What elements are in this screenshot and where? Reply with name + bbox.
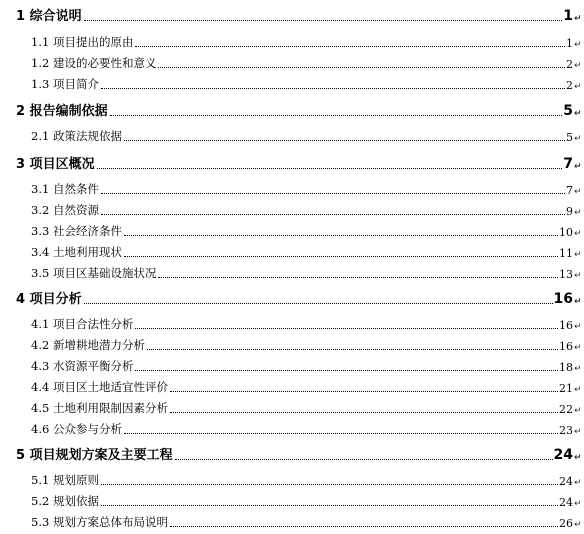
paragraph-mark-icon: ↵: [574, 343, 582, 353]
paragraph-mark-icon: ↵: [574, 208, 582, 218]
toc-entry-3[interactable]: [0, 154, 584, 172]
dot-leader: [124, 256, 558, 257]
dot-leader: [170, 391, 558, 392]
toc-page-number: 24: [559, 496, 573, 509]
paragraph-mark-icon: ↵: [574, 61, 582, 71]
toc-entry-label: 4.4 项目区土地适宜性评价: [31, 380, 168, 394]
toc-page-number: 11: [559, 247, 573, 260]
paragraph-mark-icon: ↵: [574, 322, 582, 332]
toc-entry-label: 4.3 水资源平衡分析: [31, 359, 134, 373]
dot-leader: [101, 505, 558, 506]
dot-leader: [124, 235, 558, 236]
toc-page-number: 7: [566, 184, 573, 197]
dot-leader: [101, 214, 565, 215]
paragraph-mark-icon: ↵: [574, 385, 582, 395]
toc-entry-5-3[interactable]: [0, 514, 584, 530]
toc-entry-label: 5.1 规划原则: [31, 473, 99, 487]
dot-leader: [110, 115, 563, 116]
toc-page-number: 13: [559, 268, 573, 281]
paragraph-mark-icon: ↵: [574, 297, 582, 307]
paragraph-mark-icon: ↵: [574, 82, 582, 92]
toc-page-number: 16: [559, 319, 573, 332]
toc-page-number: 2: [566, 79, 573, 92]
toc-entry-4-4[interactable]: [0, 379, 584, 395]
toc-entry-label: 1.3 项目简介: [31, 77, 99, 91]
toc-entry-1-1[interactable]: [0, 34, 584, 50]
toc-entry-label: 4.1 项目合法性分析: [31, 317, 134, 331]
toc-entry-3-4[interactable]: [0, 244, 584, 260]
toc-page-number: 9: [566, 205, 573, 218]
paragraph-mark-icon: ↵: [574, 364, 582, 374]
toc-entry-label: 5.2 规划依据: [31, 494, 99, 508]
toc-entry-4[interactable]: [0, 289, 584, 307]
paragraph-mark-icon: ↵: [574, 162, 582, 172]
toc-page-number: 2: [566, 58, 573, 71]
toc-entry-label: 3.1 自然条件: [31, 182, 99, 196]
toc-entry-label: 1 综合说明: [16, 9, 82, 24]
toc-entry-label: 5 项目规划方案及主要工程: [16, 448, 173, 463]
toc-entry-label: 3.2 自然资源: [31, 203, 99, 217]
dot-leader: [170, 526, 558, 527]
toc-entry-1[interactable]: [0, 6, 584, 24]
dot-leader: [175, 459, 553, 460]
paragraph-mark-icon: ↵: [574, 250, 582, 260]
toc-page-number: 21: [559, 382, 573, 395]
toc-entry-label: 2.1 政策法规依据: [31, 129, 122, 143]
toc-entry-label: 3.3 社会经济条件: [31, 224, 122, 238]
toc-entry-4-3[interactable]: [0, 358, 584, 374]
toc-entry-4-5[interactable]: [0, 400, 584, 416]
paragraph-mark-icon: ↵: [574, 478, 582, 488]
toc-entry-label: 3.4 土地利用现状: [31, 245, 122, 259]
toc-page-number: 23: [559, 424, 573, 437]
toc-entry-label: 3 项目区概况: [16, 157, 95, 172]
paragraph-mark-icon: ↵: [574, 406, 582, 416]
toc-page-number: 16: [559, 340, 573, 353]
toc-page-number: 26: [559, 517, 573, 530]
toc-page-number: 22: [559, 403, 573, 416]
toc-entry-5-1[interactable]: [0, 472, 584, 488]
dot-leader: [124, 140, 565, 141]
toc-entry-label: 4.5 土地利用限制因素分析: [31, 401, 168, 415]
toc-entry-3-3[interactable]: [0, 223, 584, 239]
dot-leader: [158, 277, 558, 278]
paragraph-mark-icon: ↵: [574, 271, 582, 281]
dot-leader: [124, 433, 558, 434]
toc-entry-3-2[interactable]: [0, 202, 584, 218]
toc-entry-4-2[interactable]: [0, 337, 584, 353]
paragraph-mark-icon: ↵: [574, 187, 582, 197]
paragraph-mark-icon: ↵: [574, 14, 582, 24]
toc-page-number: 24: [559, 475, 573, 488]
toc-entry-3-1[interactable]: [0, 181, 584, 197]
paragraph-mark-icon: ↵: [574, 109, 582, 119]
toc-entry-1-3[interactable]: [0, 76, 584, 92]
paragraph-mark-icon: ↵: [574, 520, 582, 530]
dot-leader: [147, 349, 558, 350]
toc-entry-label: 4 项目分析: [16, 292, 82, 307]
toc-page-number: 24: [553, 447, 573, 463]
dot-leader: [97, 168, 563, 169]
paragraph-mark-icon: ↵: [574, 427, 582, 437]
toc-page-number: 7: [563, 156, 573, 172]
toc-entry-4-1[interactable]: [0, 316, 584, 332]
toc-entry-5-2[interactable]: [0, 493, 584, 509]
paragraph-mark-icon: ↵: [574, 499, 582, 509]
paragraph-mark-icon: ↵: [574, 453, 582, 463]
dot-leader: [101, 88, 565, 89]
dot-leader: [135, 370, 558, 371]
toc-entry-3-5[interactable]: [0, 265, 584, 281]
toc-entry-label: 4.2 新增耕地潜力分析: [31, 338, 145, 352]
toc-page-number: 5: [566, 131, 573, 144]
paragraph-mark-icon: ↵: [574, 229, 582, 239]
toc-entry-2-1[interactable]: [0, 128, 584, 144]
toc-entry-label: 4.6 公众参与分析: [31, 422, 122, 436]
dot-leader: [84, 20, 563, 21]
dot-leader: [101, 484, 558, 485]
paragraph-mark-icon: ↵: [574, 134, 582, 144]
toc-entry-4-6[interactable]: [0, 421, 584, 437]
toc-page-number: 5: [563, 103, 573, 119]
toc-page-number: 16: [553, 291, 573, 307]
toc-entry-label: 1.2 建设的必要性和意义: [31, 56, 157, 70]
dot-leader: [101, 193, 565, 194]
toc-page-number: 1: [566, 37, 573, 50]
toc-entry-5[interactable]: [0, 445, 584, 463]
dot-leader: [170, 412, 558, 413]
dot-leader: [135, 328, 558, 329]
toc-page-number: 18: [559, 361, 573, 374]
dot-leader: [135, 46, 565, 47]
toc-entry-1-2[interactable]: [0, 55, 584, 71]
toc-page-number: 1: [563, 8, 573, 24]
toc-entry-label: 2 报告编制依据: [16, 104, 108, 119]
toc-entry-label: 1.1 项目提出的原由: [31, 35, 134, 49]
dot-leader: [158, 67, 565, 68]
paragraph-mark-icon: ↵: [574, 40, 582, 50]
toc-page-number: 10: [559, 226, 573, 239]
toc-entry-2[interactable]: [0, 101, 584, 119]
toc-entry-label: 5.3 规划方案总体布局说明: [31, 515, 168, 529]
toc-entry-label: 3.5 项目区基础设施状况: [31, 266, 157, 280]
dot-leader: [84, 303, 553, 304]
